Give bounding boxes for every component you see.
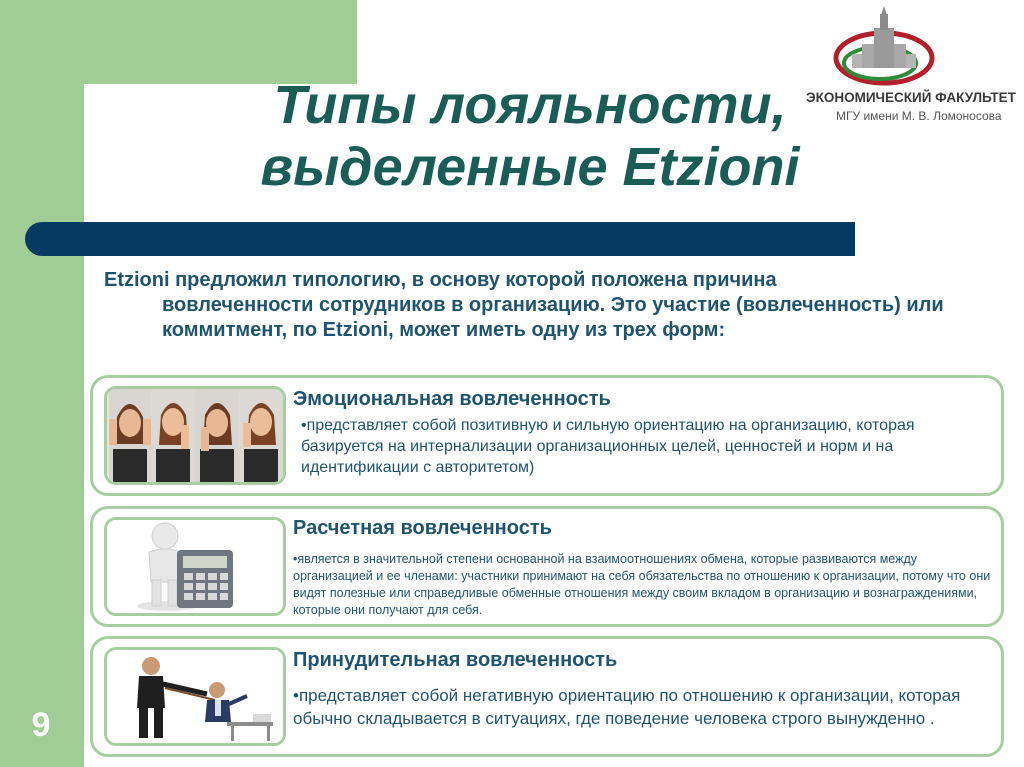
navy-divider-bar [25, 222, 855, 256]
card-title-emotional: Эмоциональная вовлеченность [293, 388, 611, 410]
intro-first-line: Etzioni предложил типологию, в основу которой положена причина [104, 269, 777, 291]
card-calculative [90, 506, 1004, 627]
intro-rest: вовлеченности сотрудников в организацию. Это участие (вовлеченность) или коммитмент, по Etzioni, может иметь одну из трех форм: [162, 294, 944, 341]
title-line-1: Типы лояльности, [273, 75, 787, 135]
boss-pulling-employee-image [104, 647, 286, 746]
card-title-coercive: Принудительная вовлеченность [293, 649, 618, 671]
card-emotional [90, 375, 1004, 496]
card-title-calculative: Расчетная вовлеченность [293, 517, 552, 539]
card-text-calculative: •является в значительной степени основанной на взаимоотношениях обмена, которые развиваются между организацией и ее членами: участники принимают на себя обязательства по отношению к организации, потому что они видят полезные или справедливые обменные отношения между своим вкладом в организацию и вознаграждениями, которые они получают для себя. [293, 552, 991, 617]
card-text-coercive: •представляет собой негативную ориентацию по отношению к организации, которая обычно складывается в ситуациях, где поведение человека строго вынужденно . [293, 686, 961, 728]
slide-title [200, 74, 860, 198]
logo-university-name: МГУ имени М. В. Ломоносова [836, 109, 1002, 123]
green-top-block [0, 0, 357, 84]
slide-number: 9 [31, 706, 51, 744]
card-coercive [90, 636, 1004, 757]
logo-faculty-name: ЭКОНОМИЧЕСКИЙ ФАКУЛЬТЕТ [806, 90, 1016, 105]
intro-paragraph [104, 268, 1004, 343]
title-line-2: выделенные Etzioni [260, 137, 800, 197]
green-side-strip [0, 0, 84, 767]
card-text-emotional: •представляет собой позитивную и сильную ориентацию на организацию, которая базируется на интернализации организационных целей, ценностей и норм и на идентификации с авторитетом) [301, 417, 915, 476]
figure-with-calculator-image [104, 517, 286, 616]
four-women-photo [104, 386, 286, 485]
